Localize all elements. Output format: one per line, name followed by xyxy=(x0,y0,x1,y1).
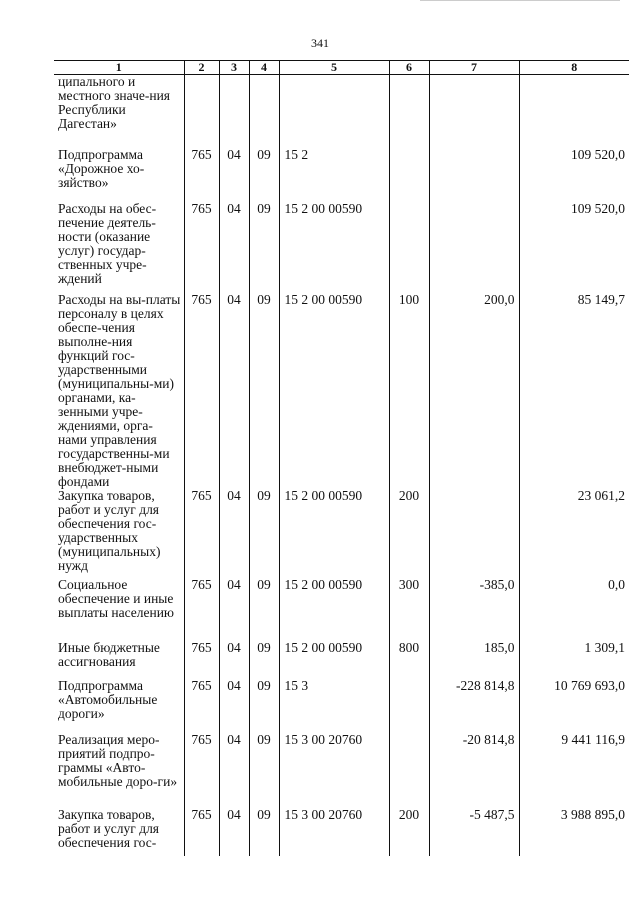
cell-amount: 0,0 xyxy=(519,578,629,641)
cell-change xyxy=(429,75,519,149)
cell-change: -20 814,8 xyxy=(429,733,519,808)
cell-section: 04 xyxy=(219,808,249,856)
cell-section: 04 xyxy=(219,148,249,202)
cell-expense-type: 100 xyxy=(389,293,429,489)
column-header: 5 xyxy=(279,61,389,75)
cell-amount xyxy=(519,75,629,149)
cell-subsection: 09 xyxy=(249,578,279,641)
cell-amount: 109 520,0 xyxy=(519,148,629,202)
cell-subsection xyxy=(249,75,279,149)
table-row xyxy=(54,75,629,149)
cell-ministry: 765 xyxy=(184,679,219,733)
cell-section xyxy=(219,75,249,149)
cell-target-article: 15 2 00 00590 xyxy=(279,578,389,641)
table-row xyxy=(54,808,629,856)
cell-section: 04 xyxy=(219,293,249,489)
cell-expense-type: 200 xyxy=(389,808,429,856)
table-row xyxy=(54,202,629,293)
cell-target-article: 15 2 00 00590 xyxy=(279,293,389,489)
row-name: Социальное обеспечение и иные выплаты населению xyxy=(58,577,175,620)
cell-ministry xyxy=(184,75,219,149)
cell-target-article: 15 3 00 20760 xyxy=(279,733,389,808)
cell-expense-type xyxy=(389,679,429,733)
cell-target-article: 15 3 00 20760 xyxy=(279,808,389,856)
cell-change xyxy=(429,202,519,293)
column-header: 3 xyxy=(219,61,249,75)
cell-section: 04 xyxy=(219,202,249,293)
cell-subsection: 09 xyxy=(249,641,279,679)
scan-edge-mark xyxy=(420,0,620,1)
row-name: Расходы на вы-платы персоналу в целях обеспе-чения выполне-ния функций гос-ударственными (муниципальны-ми) органами, ка-зенными учре-ждениями, орга-нами управления государственны-ми внебюджет-ными фондами xyxy=(58,292,181,489)
column-header: 2 xyxy=(184,61,219,75)
cell-section: 04 xyxy=(219,578,249,641)
cell-amount: 23 061,2 xyxy=(519,489,629,578)
table-row xyxy=(54,641,629,679)
cell-section: 04 xyxy=(219,679,249,733)
cell-ministry: 765 xyxy=(184,808,219,856)
row-name: Реализация меро-приятий подпро-граммы «Авто-мобильные доро-ги» xyxy=(58,732,178,789)
cell-amount: 10 769 693,0 xyxy=(519,679,629,733)
cell-change xyxy=(429,148,519,202)
column-header: 1 xyxy=(54,61,184,75)
row-name: Иные бюджетные ассигнования xyxy=(58,640,160,669)
cell-subsection: 09 xyxy=(249,148,279,202)
cell-amount: 9 441 116,9 xyxy=(519,733,629,808)
cell-ministry: 765 xyxy=(184,202,219,293)
table-row xyxy=(54,489,629,578)
row-name: Закупка товаров, работ и услуг для обеспечения гос-ударственных (муниципальных) нужд xyxy=(58,488,161,573)
column-header: 7 xyxy=(429,61,519,75)
cell-subsection: 09 xyxy=(249,489,279,578)
table-row xyxy=(54,679,629,733)
cell-subsection: 09 xyxy=(249,808,279,856)
cell-expense-type xyxy=(389,148,429,202)
cell-target-article: 15 2 00 00590 xyxy=(279,202,389,293)
cell-ministry: 765 xyxy=(184,733,219,808)
row-name: Расходы на обес-печение деятель-ности (оказание услуг) государ-ственных учре-ждений xyxy=(58,201,157,286)
cell-amount: 1 309,1 xyxy=(519,641,629,679)
cell-target-article: 15 3 xyxy=(279,679,389,733)
column-header: 4 xyxy=(249,61,279,75)
cell-ministry: 765 xyxy=(184,148,219,202)
cell-target-article: 15 2 00 00590 xyxy=(279,641,389,679)
table-header-row xyxy=(54,61,629,75)
cell-subsection: 09 xyxy=(249,679,279,733)
cell-amount: 109 520,0 xyxy=(519,202,629,293)
cell-expense-type: 300 xyxy=(389,578,429,641)
cell-subsection: 09 xyxy=(249,293,279,489)
cell-ministry: 765 xyxy=(184,489,219,578)
cell-section: 04 xyxy=(219,489,249,578)
column-header: 6 xyxy=(389,61,429,75)
cell-expense-type xyxy=(389,75,429,149)
cell-subsection: 09 xyxy=(249,202,279,293)
cell-amount: 85 149,7 xyxy=(519,293,629,489)
cell-section: 04 xyxy=(219,733,249,808)
cell-target-article: 15 2 xyxy=(279,148,389,202)
row-name: Закупка товаров, работ и услуг для обеспечения гос- xyxy=(58,807,160,850)
budget-table xyxy=(54,60,629,856)
column-header: 8 xyxy=(519,61,629,75)
row-name: ципального и местного значе-ния Республики Дагестан» xyxy=(58,74,171,131)
table-row xyxy=(54,733,629,808)
cell-expense-type: 800 xyxy=(389,641,429,679)
table-row xyxy=(54,578,629,641)
cell-change xyxy=(429,489,519,578)
cell-ministry: 765 xyxy=(184,641,219,679)
cell-change: 200,0 xyxy=(429,293,519,489)
cell-expense-type: 200 xyxy=(389,489,429,578)
cell-subsection: 09 xyxy=(249,733,279,808)
cell-section: 04 xyxy=(219,641,249,679)
table-row xyxy=(54,148,629,202)
cell-target-article xyxy=(279,75,389,149)
table-row xyxy=(54,293,629,489)
row-name: Подпрограмма «Автомобильные дороги» xyxy=(58,678,158,721)
cell-amount: 3 988 895,0 xyxy=(519,808,629,856)
cell-change: -228 814,8 xyxy=(429,679,519,733)
cell-change: -5 487,5 xyxy=(429,808,519,856)
cell-expense-type xyxy=(389,733,429,808)
cell-expense-type xyxy=(389,202,429,293)
page-number: 341 xyxy=(311,36,329,50)
row-name: Подпрограмма «Дорожное хо-зяйство» xyxy=(58,147,145,190)
cell-ministry: 765 xyxy=(184,293,219,489)
cell-ministry: 765 xyxy=(184,578,219,641)
cell-target-article: 15 2 00 00590 xyxy=(279,489,389,578)
cell-change: 185,0 xyxy=(429,641,519,679)
cell-change: -385,0 xyxy=(429,578,519,641)
